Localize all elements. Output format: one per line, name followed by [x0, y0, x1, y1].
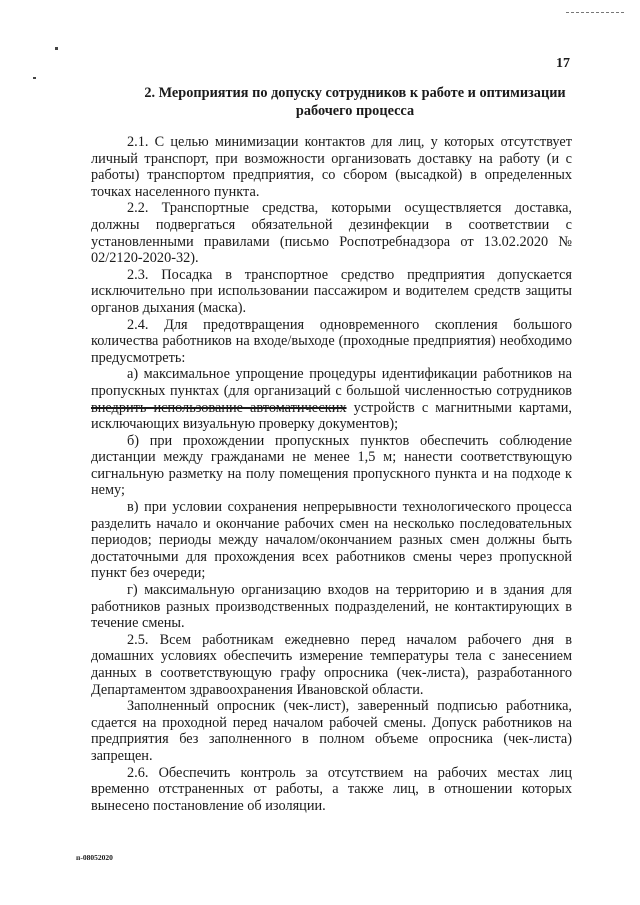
paragraph-2-5: 2.5. Всем работникам ежедневно перед началом рабочего дня в домашних условиях обеспечить измерение температуры тела с занесением данных в соответствующую графу опросника (чек-листа), разработанного Департаментом здравоохранения Ивановской области.: [91, 631, 572, 698]
scan-dot: [55, 47, 58, 50]
section-title: 2. Мероприятия по допуску сотрудников к работе и оптимизации рабочего процесса: [144, 85, 566, 119]
item-a-text-before: а) максимальное упрощение процедуры идентификации работников на пропускных пунктах (для организаций с большой численностью сотрудников: [91, 366, 572, 399]
paragraph-checklist: Заполненный опросник (чек-лист), заверенный подписью работника, сдается на проходной перед началом рабочей смены. Допуск работников на предприятия без заполненного в полном объеме опросника (чек-листа) запрещен.: [91, 698, 572, 764]
item-a-struck-text: внедрить использование автоматических: [91, 399, 347, 416]
scan-dot: [33, 77, 36, 79]
paragraph-2-3: 2.3. Посадка в транспортное средство предприятия допускается исключительно при использовании пассажиром и водителем средств защиты органов дыхания (маска).: [91, 266, 572, 316]
paragraph-2-2: 2.2. Транспортные средства, которыми осуществляется доставка, должны подвергаться обязательной дезинфекции в соответствии с установленными правилами (письмо Роспотребнадзора от 13.02.2020 № 02/2120-2020-32).: [91, 200, 572, 267]
page-number: 17: [556, 56, 570, 71]
paragraph-item-b: б) при прохождении пропускных пунктов обеспечить соблюдение дистанции между гражданами не менее 1,5 м; нанести соответствующую сигнальную разметку на полу помещения пропускного пункта и на подходе к нему;: [91, 432, 572, 499]
paragraph-2-4: 2.4. Для предотвращения одновременного скопления большого количества работников на входе/выходе (проходные предприятия) необходимо предусмотреть:: [91, 316, 572, 366]
item-a-text-after: устройств с магнитными картами, исключающих визуальную проверку документов);: [91, 399, 573, 433]
paragraph-item-a: [91, 366, 572, 432]
paragraph-2-1: 2.1. С целью минимизации контактов для лиц, у которых отсутствует личный транспорт, при возможности организовать доставку на работу (и с работы) транспортом предприятия, со сбором (высадкой) в определенных точках населенного пункта.: [91, 134, 572, 200]
document-body: [91, 134, 572, 814]
document-code: п-08052020: [76, 853, 113, 862]
paragraph-item-g: г) максимальную организацию входов на территорию и в здания для работников разных производственных подразделений, не контактирующих в течение смены.: [91, 582, 572, 632]
scan-artifact-top: [566, 12, 624, 17]
paragraph-2-6: 2.6. Обеспечить контроль за отсутствием на рабочих местах лиц временно отстраненных от работы, а также лиц, в отношении которых вынесено постановление об изоляции.: [91, 764, 572, 814]
paragraph-item-v: в) при условии сохранения непрерывности технологического процесса разделить начало и окончание рабочих смен на несколько последовательных периодов; периоды между началом/окончанием разных смен должны быть достаточными для прохождения всех работников смены через пропускной пункт без очереди;: [91, 499, 572, 582]
